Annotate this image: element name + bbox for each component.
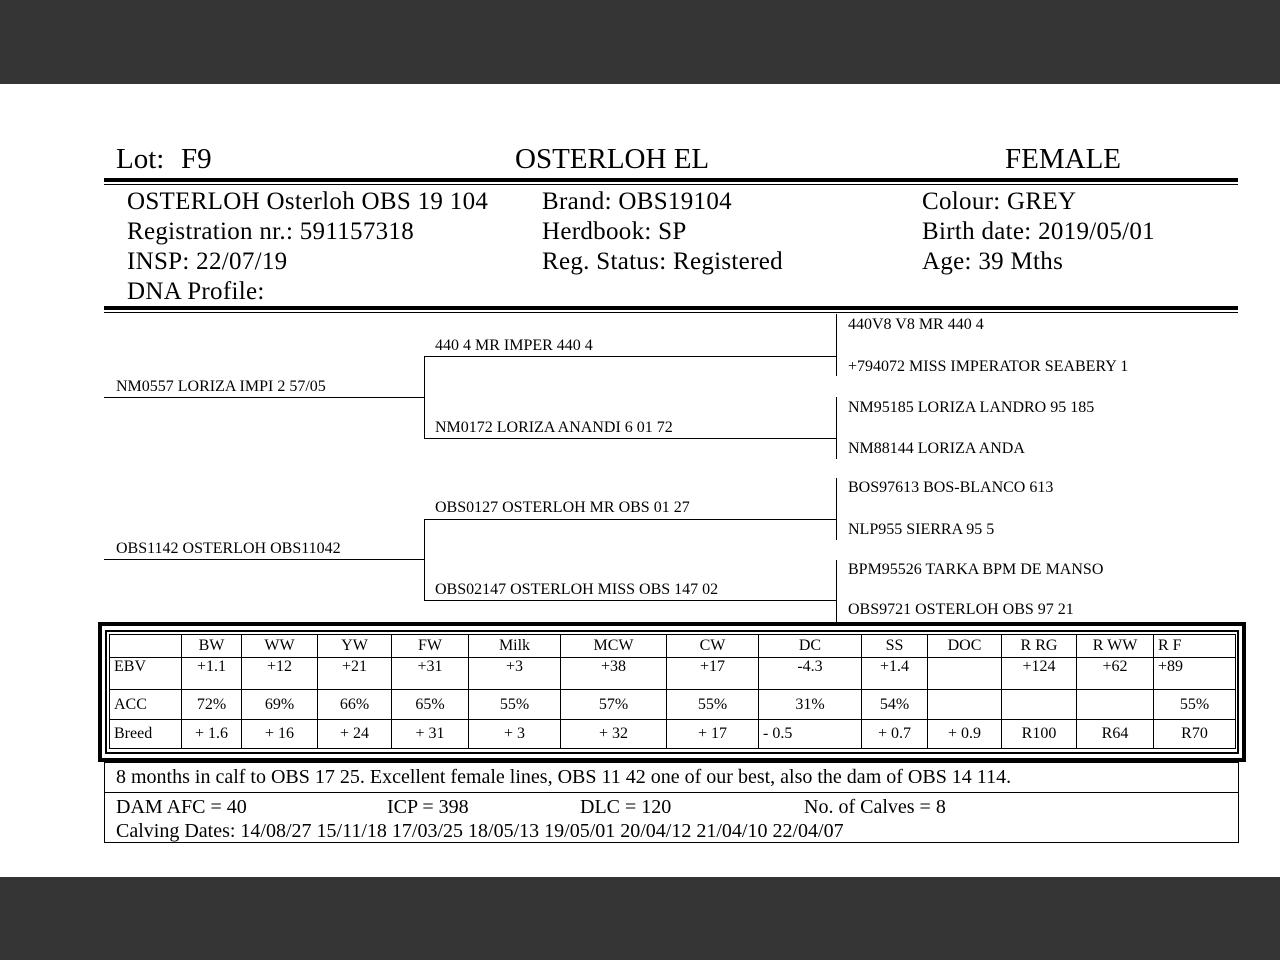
dam-bracket <box>424 519 425 601</box>
col-header: R F <box>1154 635 1236 658</box>
table-cell: +62 <box>1077 658 1154 690</box>
brand: Brand: OBS19104 <box>542 188 732 215</box>
pedigree-dam-dam: OBS02147 OSTERLOH MISS OBS 147 02 <box>435 581 719 598</box>
table-cell: R64 <box>1077 720 1154 749</box>
breed-row <box>110 720 1236 749</box>
sire-bracket <box>424 356 425 439</box>
dna-profile: DNA Profile: <box>127 278 265 305</box>
table-cell: + 3 <box>469 720 561 749</box>
col-header: SS <box>862 635 928 658</box>
dam-dam-line <box>424 600 836 601</box>
col-header: R RG <box>1002 635 1077 658</box>
dam-sire-line <box>424 519 836 520</box>
ebv-table <box>109 634 1236 749</box>
ggp-bracket-4 <box>836 560 837 622</box>
col-header: FW <box>392 635 469 658</box>
calving-dates: Calving Dates: 14/08/27 15/11/18 17/03/25 18/05/13 19/05/01 20/04/12 21/04/10 22/04/07 <box>116 820 844 842</box>
col-header: MCW <box>561 635 667 658</box>
table-cell: R100 <box>1002 720 1077 749</box>
table-cell: +1.4 <box>862 658 928 690</box>
header-rule-top <box>104 178 1238 182</box>
colour: Colour: GREY <box>922 188 1077 215</box>
full-name: OSTERLOH Osterloh OBS 19 104 <box>127 188 489 215</box>
col-header: Milk <box>469 635 561 658</box>
ggp-bracket-3 <box>836 478 837 540</box>
col-header: DOC <box>928 635 1002 658</box>
table-cell: +31 <box>392 658 469 690</box>
table-cell: +1.1 <box>182 658 242 690</box>
table-cell: +17 <box>667 658 759 690</box>
table-cell <box>928 690 1002 720</box>
table-cell: +21 <box>318 658 392 690</box>
table-cell: +38 <box>561 658 667 690</box>
col-header: BW <box>182 635 242 658</box>
lot-value: F9 <box>181 143 212 175</box>
animal-name: OSTERLOH EL <box>515 143 710 175</box>
table-cell <box>928 658 1002 690</box>
ggp-bracket-2 <box>836 397 837 459</box>
herdbook: Herdbook: SP <box>542 218 687 245</box>
pedigree-ggp: +794072 MISS IMPERATOR SEABERY 1 <box>848 358 1129 375</box>
table-cell: + 0.9 <box>928 720 1002 749</box>
sire-dam-line <box>424 438 836 439</box>
pedigree-ggp: NLP955 SIERRA 95 5 <box>848 521 995 538</box>
no-of-calves: No. of Calves = 8 <box>804 796 946 818</box>
col-header: R WW <box>1077 635 1154 658</box>
ebv-header-row <box>110 635 1236 658</box>
col-header: CW <box>667 635 759 658</box>
top-dark-band <box>0 0 1280 84</box>
table-cell: 57% <box>561 690 667 720</box>
pedigree-ggp: 440V8 V8 MR 440 4 <box>848 316 984 333</box>
table-cell <box>1077 690 1154 720</box>
info-rule-bottom-thin <box>104 312 1238 313</box>
sire-line <box>104 397 425 398</box>
table-cell: + 32 <box>561 720 667 749</box>
ggp-bracket-1 <box>836 314 837 376</box>
insp-date: INSP: 22/07/19 <box>127 248 288 275</box>
ebv-row <box>110 658 1236 690</box>
table-cell: - 0.5 <box>759 720 862 749</box>
reg-status: Reg. Status: Registered <box>542 248 783 275</box>
info-rule-bottom <box>104 306 1238 310</box>
pedigree-ggp: NM95185 LORIZA LANDRO 95 185 <box>848 399 1095 416</box>
row-label: ACC <box>110 690 182 720</box>
table-cell: +124 <box>1002 658 1077 690</box>
table-cell: 55% <box>1154 690 1236 720</box>
pedigree-ggp: OBS9721 OSTERLOH OBS 97 21 <box>848 601 1074 618</box>
notes-divider <box>104 792 1239 793</box>
table-cell: R70 <box>1154 720 1236 749</box>
table-cell: + 16 <box>242 720 318 749</box>
pedigree-sire-sire: 440 4 MR IMPER 440 4 <box>435 337 593 354</box>
lot-label: Lot: <box>116 143 165 175</box>
pedigree-ggp: NM88144 LORIZA ANDA <box>848 440 1025 457</box>
sire-sire-line <box>424 356 836 357</box>
table-cell: +89 <box>1154 658 1236 690</box>
acc-row <box>110 690 1236 720</box>
table-cell: + 24 <box>318 720 392 749</box>
pedigree-ggp: BPM95526 TARKA BPM DE MANSO <box>848 561 1104 578</box>
pedigree-sire-dam: NM0172 LORIZA ANANDI 6 01 72 <box>435 419 673 436</box>
row-label: Breed <box>110 720 182 749</box>
dam-line <box>104 559 425 560</box>
col-header: DC <box>759 635 862 658</box>
col-header <box>110 635 182 658</box>
table-cell: + 0.7 <box>862 720 928 749</box>
col-header: WW <box>242 635 318 658</box>
table-cell: 72% <box>182 690 242 720</box>
header-rule-top-thin <box>104 184 1238 185</box>
table-cell: 55% <box>667 690 759 720</box>
pedigree-ggp: BOS97613 BOS-BLANCO 613 <box>848 479 1054 496</box>
sex-label: FEMALE <box>1005 143 1121 175</box>
table-cell: 69% <box>242 690 318 720</box>
table-cell: -4.3 <box>759 658 862 690</box>
col-header: YW <box>318 635 392 658</box>
table-cell: +12 <box>242 658 318 690</box>
table-cell: + 17 <box>667 720 759 749</box>
dlc: DLC = 120 <box>580 796 672 818</box>
icp: ICP = 398 <box>387 796 469 818</box>
birth-date: Birth date: 2019/05/01 <box>922 218 1155 245</box>
table-cell: + 1.6 <box>182 720 242 749</box>
table-cell: 54% <box>862 690 928 720</box>
table-cell: 65% <box>392 690 469 720</box>
lot-comment: 8 months in calf to OBS 17 25. Excellent female lines, OBS 11 42 one of our best, also the dam of OBS 14 114. <box>116 766 1012 788</box>
dam-afc: DAM AFC = 40 <box>116 796 247 818</box>
table-cell: + 31 <box>392 720 469 749</box>
pedigree-sire: NM0557 LORIZA IMPI 2 57/05 <box>116 378 326 395</box>
table-cell: 55% <box>469 690 561 720</box>
bottom-dark-band <box>0 877 1280 960</box>
pedigree-dam-sire: OBS0127 OSTERLOH MR OBS 01 27 <box>435 499 690 516</box>
table-cell <box>1002 690 1077 720</box>
table-cell: +3 <box>469 658 561 690</box>
pedigree-dam: OBS1142 OSTERLOH OBS11042 <box>116 540 341 557</box>
row-label: EBV <box>110 658 182 690</box>
age: Age: 39 Mths <box>922 248 1064 275</box>
table-cell: 31% <box>759 690 862 720</box>
registration-number: Registration nr.: 591157318 <box>127 218 415 245</box>
table-cell: 66% <box>318 690 392 720</box>
